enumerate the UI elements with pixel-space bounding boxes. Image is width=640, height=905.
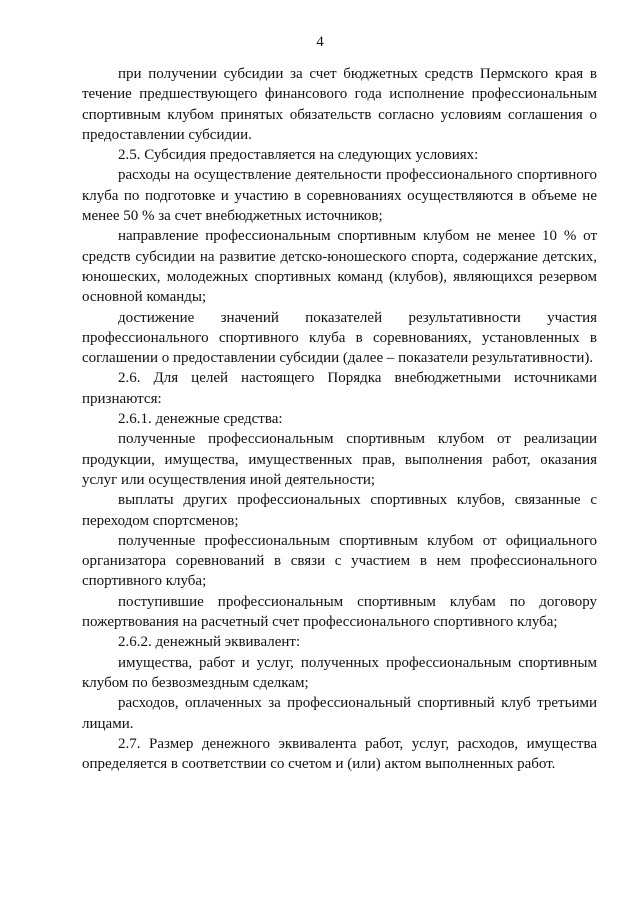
document-body [82, 64, 597, 774]
paragraph-income-sales: полученные профессиональным спортивным клубом от реализации продукции, имущества, имущественных прав, выполнения работ, оказания услуг или осуществления иной деятельности; [82, 431, 597, 488]
paragraph-subsidy-obligations: при получении субсидии за счет бюджетных средств Пермского края в течение предшествующего финансового года исполнение профессиональным спортивным клубом принятых обязательств согласно условиям соглашения о предоставлении субсидии. [82, 66, 597, 143]
paragraph-condition-youth-sport: направление профессиональным спортивным клубом не менее 10 % от средств субсидии на развитие детско-юношеского спорта, содержание детских, юношеских, молодежных спортивных команд (клубов), являющихся резервом основной команды; [82, 228, 597, 306]
paragraph-2-7: 2.7. Размер денежного эквивалента работ, услуг, расходов, имущества определяется в соответствии со счетом и (или) актом выполненных работ. [82, 735, 597, 773]
paragraph-condition-indicators: достижение значений показателей результативности участия профессионального спортивного клуба в соревнованиях, установленных в соглашении о предоставлении субсидии (далее – показатели результативности). [82, 309, 597, 367]
paragraph-2-6-heading: 2.6. Для целей настоящего Порядка внебюджетными источниками признаются: [82, 370, 597, 407]
paragraph-income-donations: поступившие профессиональным спортивным клубам по договору пожертвования на расчетный счет профессионального спортивного клуба; [82, 593, 597, 631]
paragraph-2-6-1-heading: 2.6.1. денежные средства: [118, 411, 283, 428]
paragraph-income-organizer: полученные профессиональным спортивным клубом от официального организатора соревнований в связи с участием в нем профессионального спортивного клуба; [82, 532, 597, 590]
paragraph-condition-expenses: расходы на осуществление деятельности профессионального спортивного клуба по подготовке и участию в соревнованиях осуществляются в объеме не менее 50 % за счет внебюджетных источников; [82, 167, 597, 225]
paragraph-2-5-heading: 2.5. Субсидия предоставляется на следующих условиях: [118, 147, 479, 164]
page-number: 4 [316, 34, 324, 50]
paragraph-equivalent-expenses: расходов, оплаченных за профессиональный спортивный клуб третьими лицами. [82, 695, 597, 732]
paragraph-equivalent-property: имущества, работ и услуг, полученных профессиональным спортивным клубом по безвозмездным сделкам; [82, 654, 597, 691]
paragraph-2-6-2-heading: 2.6.2. денежный эквивалент: [118, 634, 301, 651]
paragraph-income-transfers: выплаты других профессиональных спортивных клубов, связанные с переходом спортсменов; [82, 492, 597, 529]
